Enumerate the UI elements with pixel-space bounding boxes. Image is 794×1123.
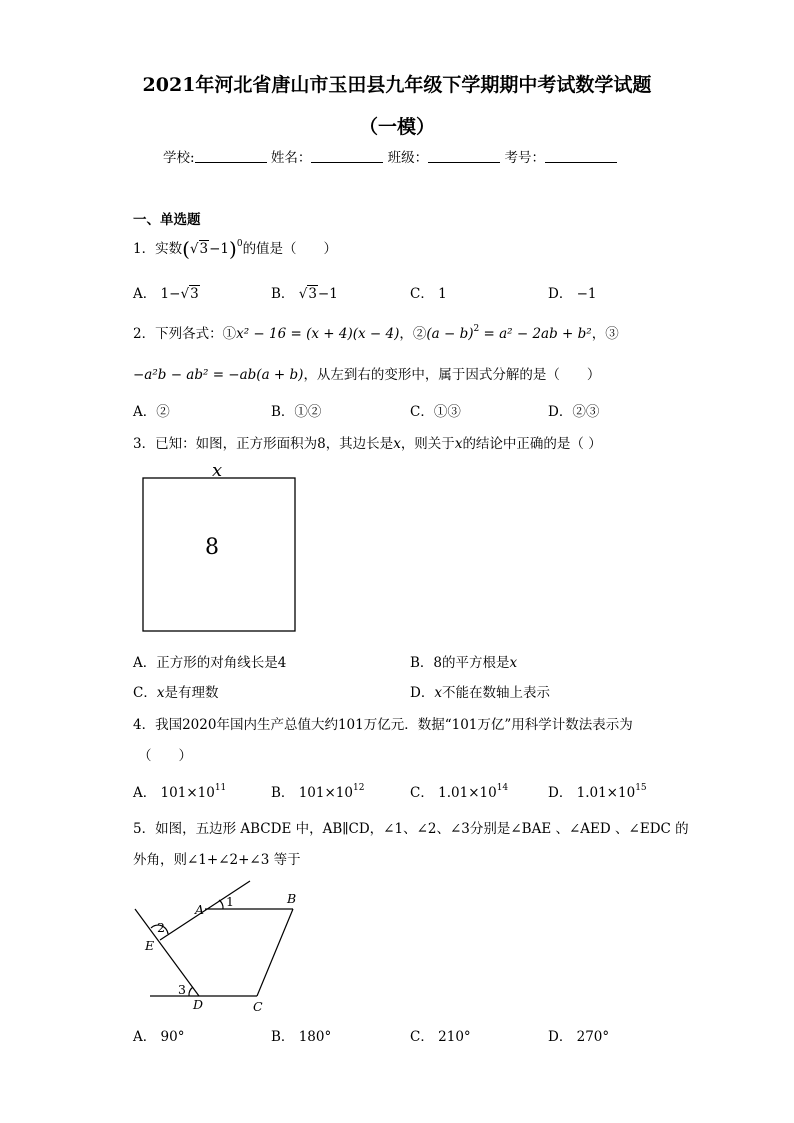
angle-2-label: 2 [157,920,165,935]
school-blank[interactable] [195,149,267,163]
angle-1-label: 1 [226,894,234,909]
q1-option-c[interactable]: C． 1 [410,286,447,302]
q5-option-a[interactable]: A． 90° [133,1029,185,1045]
school-label: 学校: [163,150,195,166]
line-ea-extended [160,881,250,940]
vertex-e-label: E [145,938,155,953]
q5-option-b[interactable]: B． 180° [271,1029,332,1045]
q4-option-a[interactable]: A． $101\times 10^{11}$ [133,783,227,801]
class-label: 班级： [387,150,429,166]
q2-option-a[interactable]: A．② [133,404,170,420]
number-blank[interactable] [545,149,617,163]
square-shape [143,478,295,631]
vertex-c-label: C [253,999,263,1014]
question-5-line1: 5．如图，五边形 ABCDE 中，AB∥CD，∠1、∠2、∠3分别是∠BAE 、∠AED 、∠EDC 的 [133,821,689,837]
q2-option-b[interactable]: B．①② [271,404,322,420]
q5-option-c[interactable]: C． 210° [410,1029,471,1045]
angle-3-label: 3 [178,982,186,997]
question-4: 4．我国2020年国内生产总值大约101万亿元．数据“101万亿”用科学计数法表示为 [133,717,633,733]
class-blank[interactable] [428,149,500,163]
q2-expression-2b: = a² − 2ab + b² [479,326,592,342]
angle-3-arc [189,987,193,996]
square-side-label: x [212,460,223,481]
square-area-label: 8 [205,535,219,560]
question-5-line2: 外角，则∠1+∠2+∠3 等于 [133,852,301,868]
q1-exponent: 0 [236,239,243,249]
segment-bc [257,909,293,996]
student-info-row [163,146,617,166]
q1-option-a[interactable]: A． 1−√3 [133,286,199,302]
q1-pre: 实数 [155,241,183,257]
question-2-line1: 2．下列各式：①x² − 16 = (x + 4)(x − 4)，②(a − b)$^2$ = a² − 2ab + b²，③ [133,324,619,342]
q3-option-a[interactable]: A．正方形的对角线长是4 [133,655,287,671]
q4-option-d[interactable]: D． $1.01\times 10^{15}$ [548,783,647,801]
page-title: 2021年河北省唐山市玉田县九年级下学期期中考试数学试题 [142,74,652,96]
q1-number: 1． [133,241,156,257]
q2-expression-2a: (a − b) [426,326,474,342]
q3-option-d[interactable]: D．x不能在数轴上表示 [410,685,550,701]
name-label: 姓名： [270,150,312,166]
vertex-a-label: A [195,902,205,917]
q1-option-d[interactable]: D． −1 [548,286,597,302]
q4-option-b[interactable]: B． $101\times 10^{12}$ [271,783,365,801]
pentagon-figure [125,876,325,1016]
question-4-paren: （ ） [138,748,192,764]
q2-expression-3: −a²b − ab² = −ab(a + b) [133,367,304,383]
q2-option-d[interactable]: D．②③ [548,404,600,420]
vertex-b-label: B [287,891,297,906]
q1-post: 的值是（ ） [242,241,338,257]
q1-minus-one: −1 [209,241,230,257]
q3-option-b[interactable]: B．8的平方根是x [410,655,518,671]
q2-option-c[interactable]: C．①③ [410,404,461,420]
number-label: 考号： [504,150,545,166]
question-1: 1．实数$(√3-1)^0$的值是（ ） [133,237,338,261]
q3-option-c[interactable]: C．x是有理数 [133,685,219,701]
square-figure [130,456,310,638]
question-2-line2: −a²b − ab² = −ab(a + b)，从左到右的变形中，属于因式分解的是（ ） [133,367,601,383]
q4-option-c[interactable]: C． $1.01\times 10^{14}$ [410,783,509,801]
name-blank[interactable] [311,149,383,163]
page-subtitle: （一模） [358,116,435,138]
q2-expression-1: x² − 16 = (x + 4)(x − 4) [236,326,400,342]
q5-option-d[interactable]: D． 270° [548,1029,610,1045]
vertex-d-label: D [193,997,204,1012]
section-heading: 一、单选题 [133,212,201,228]
q1-option-b[interactable]: B． √3−1 [271,286,338,302]
q1-radicand: 3 [199,241,209,257]
question-3: 3．已知：如图，正方形面积为8，其边长是x，则关于x的结论中正确的是（ ） [133,436,602,452]
